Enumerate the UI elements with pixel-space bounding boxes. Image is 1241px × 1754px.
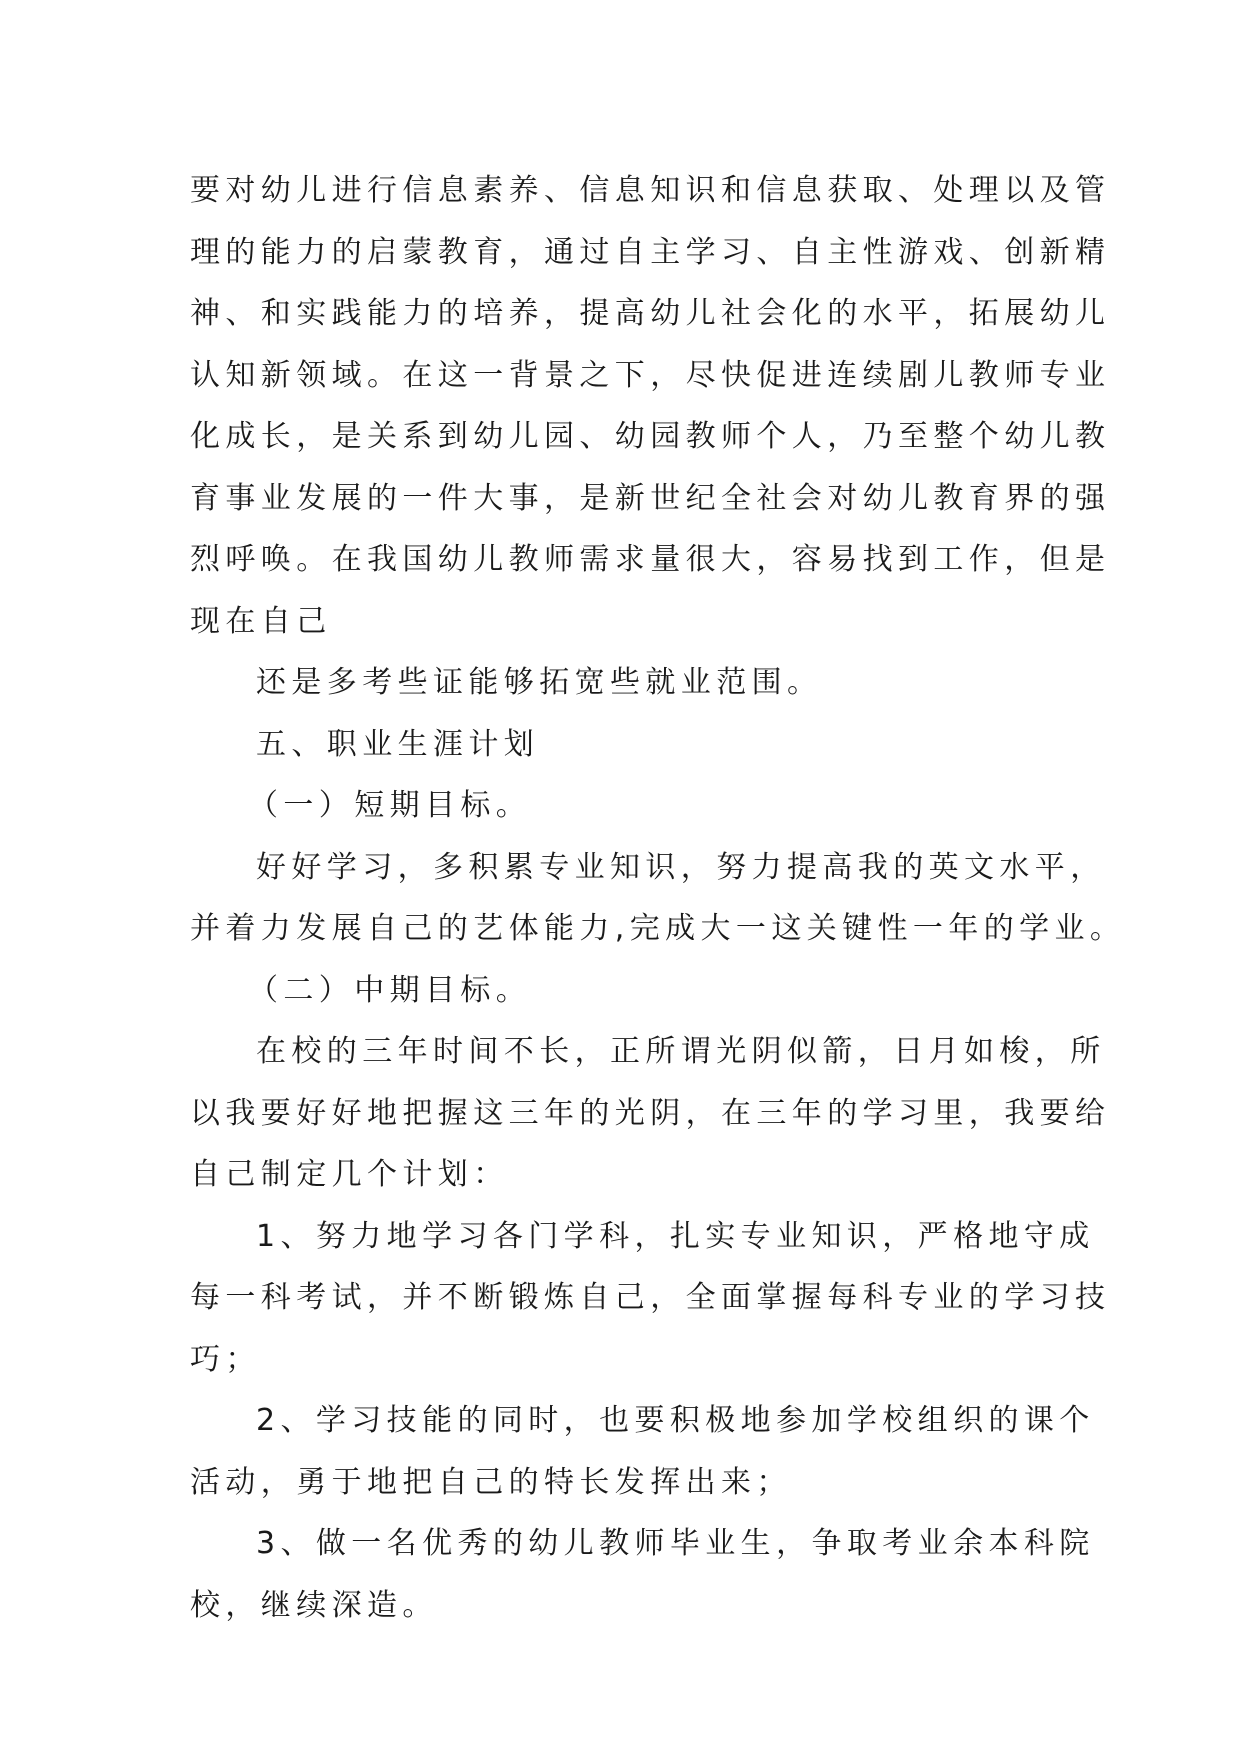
text-line: 每一科考试，并不断锻炼自己，全面掌握每科专业的学习技 [190,1280,1111,1315]
text-line: 现在自己 [190,603,332,639]
text-line: 理的能力的启蒙教育，通过自主学习、自主性游戏、创新精 [190,234,1111,270]
paragraph [190,652,1070,714]
text-line: 自己制定几个计划： [190,1157,509,1192]
paragraph [190,1513,1095,1636]
text-line: 在校的三年时间不长，正所谓光阴似箭，日月如梭，所 [256,1034,1106,1069]
text-line: 神、和实践能力的培养，提高幼儿社会化的水平，拓展幼儿 [190,296,1111,331]
text-line: 要对幼儿进行信息素养、信息知识和信息获取、处理以及管 [190,173,1111,208]
text-line: 2、学习技能的同时，也要积极地参加学校组织的课个 [256,1403,1095,1438]
text-line: 还是多考些证能够拓宽些就业范围。 [256,665,823,700]
section-heading [190,960,1070,1022]
paragraph [190,1206,1111,1391]
text-line: 巧； [190,1341,261,1377]
text-line: 化成长，是关系到幼儿园、幼园教师个人，乃至整个幼儿教 [190,419,1111,454]
text-line: （一）短期目标。 [248,788,532,823]
paragraph [190,160,1111,652]
text-line: 以我要好好地把握这三年的光阴，在三年的学习里，我要给 [190,1095,1111,1131]
text-line: 育事业发展的一件大事，是新世纪全社会对幼儿教育界的强 [190,480,1111,516]
text-line: 1、努力地学习各门学科，扎实专业知识，严格地守成 [256,1218,1095,1254]
paragraph [190,837,1126,960]
text-line: 并着力发展自己的艺体能力,完成大一这关键性一年的学业。 [190,911,1126,946]
text-line: 五、职业生涯计划 [256,726,540,762]
text-line: 好好学习，多积累专业知识，努力提高我的英文水平， [256,849,1106,885]
paragraph [190,1390,1095,1513]
text-line: 3、做一名优秀的幼儿教师毕业生，争取考业余本科院 [256,1526,1095,1561]
text-line: 校，继续深造。 [190,1587,438,1623]
text-line: 认知新领域。在这一背景之下，尽快促进连续剧儿教师专业 [190,357,1111,393]
text-line: （二）中期目标。 [248,972,532,1008]
text-line: 活动，勇于地把自己的特长发挥出来； [190,1464,792,1500]
text-line: 烈呼唤。在我国幼儿教师需求量很大，容易找到工作，但是 [190,542,1111,577]
section-heading [190,714,1070,776]
document-body [190,160,1126,1636]
paragraph [190,1021,1111,1206]
section-heading [190,775,1070,837]
